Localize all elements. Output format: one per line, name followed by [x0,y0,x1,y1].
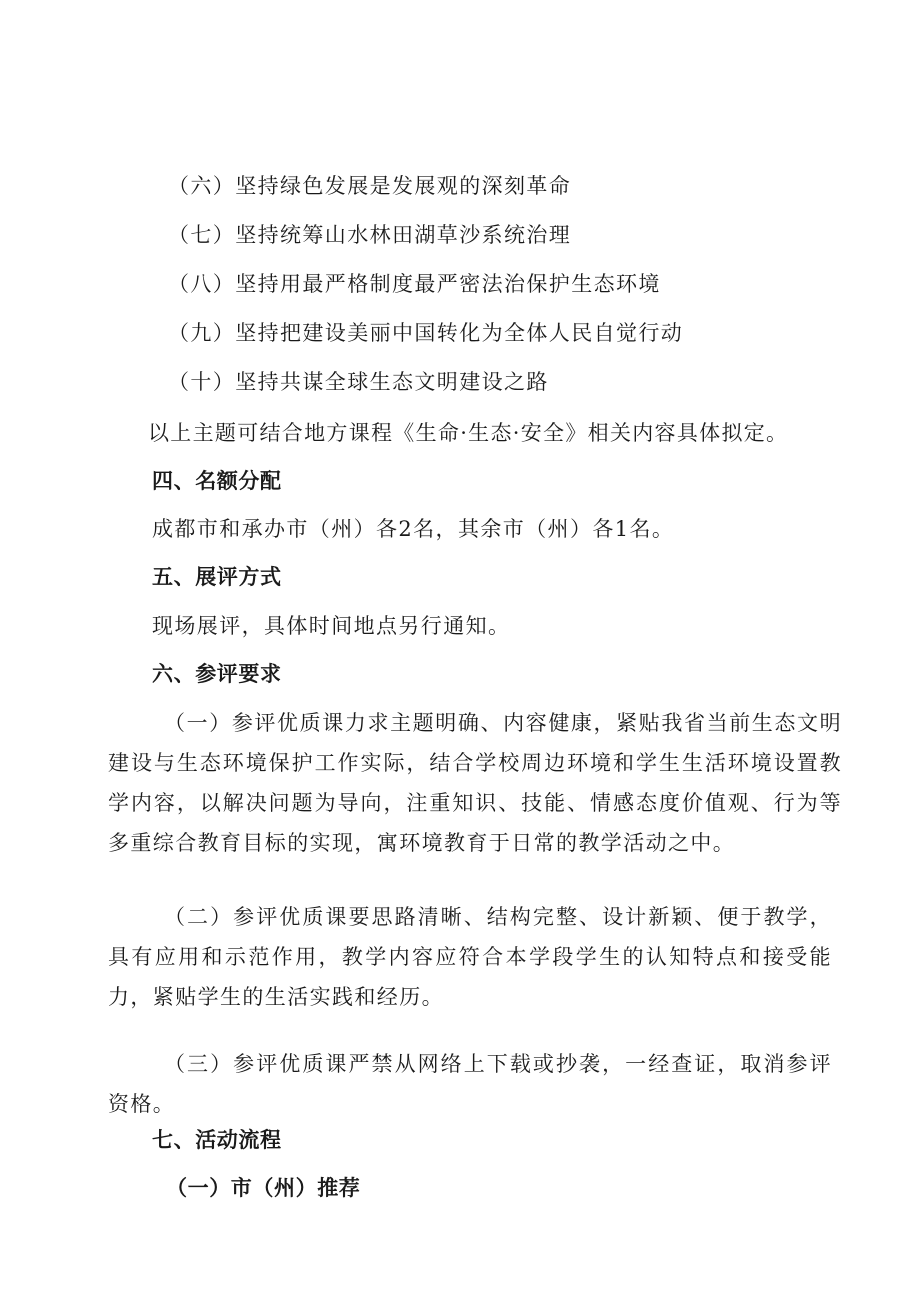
section-7-subheading-1: （一）市（州）推荐 [166,1176,361,1200]
requirement-paragraph-3: （三）参评优质课严禁从网络上下载或抄袭，一经查证，取消参评资格。 [108,1052,832,1116]
theme-item-7: （七）坚持统筹山水林田湖草沙系统治理 [168,223,572,247]
section-5-text: 现场展评，具体时间地点另行通知。 [152,614,511,638]
section-4-text: 成都市和承办市（州）各2名，其余市（州）各1名。 [152,517,675,541]
section-4-heading: 四、名额分配 [152,469,282,493]
theme-item-10: （十）坚持共谋全球生态文明建设之路 [168,370,549,394]
theme-item-8: （八）坚持用最严格制度最严密法治保护生态环境 [168,272,661,296]
section-7-heading: 七、活动流程 [152,1128,282,1152]
section-5-heading: 五、展评方式 [152,565,282,589]
theme-item-6: （六）坚持绿色发展是发展观的深刻革命 [168,174,572,198]
theme-note: 以上主题可结合地方课程《生命·生态·安全》相关内容具体拟定。 [148,421,789,445]
requirement-paragraph-1: （一）参评优质课力求主题明确、内容健康，紧贴我省当前生态文明建设与生态环境保护工作实际，结合学校周边环境和学生生活环境设置教学内容，以解决问题为导向，注重知识、技能、情感态度价值观、行为等多重综合教育目标的实现，寓环境教育于日常的教学活动之中。 [108,711,842,855]
section-6-heading: 六、参评要求 [152,662,282,686]
theme-item-9: （九）坚持把建设美丽中国转化为全体人民自觉行动 [168,321,684,345]
requirement-paragraph-2: （二）参评优质课要思路清晰、结构完整、设计新颖、便于教学，具有应用和示范作用，教学内容应符合本学段学生的认知特点和接受能力，紧贴学生的生活实践和经历。 [108,905,832,1009]
